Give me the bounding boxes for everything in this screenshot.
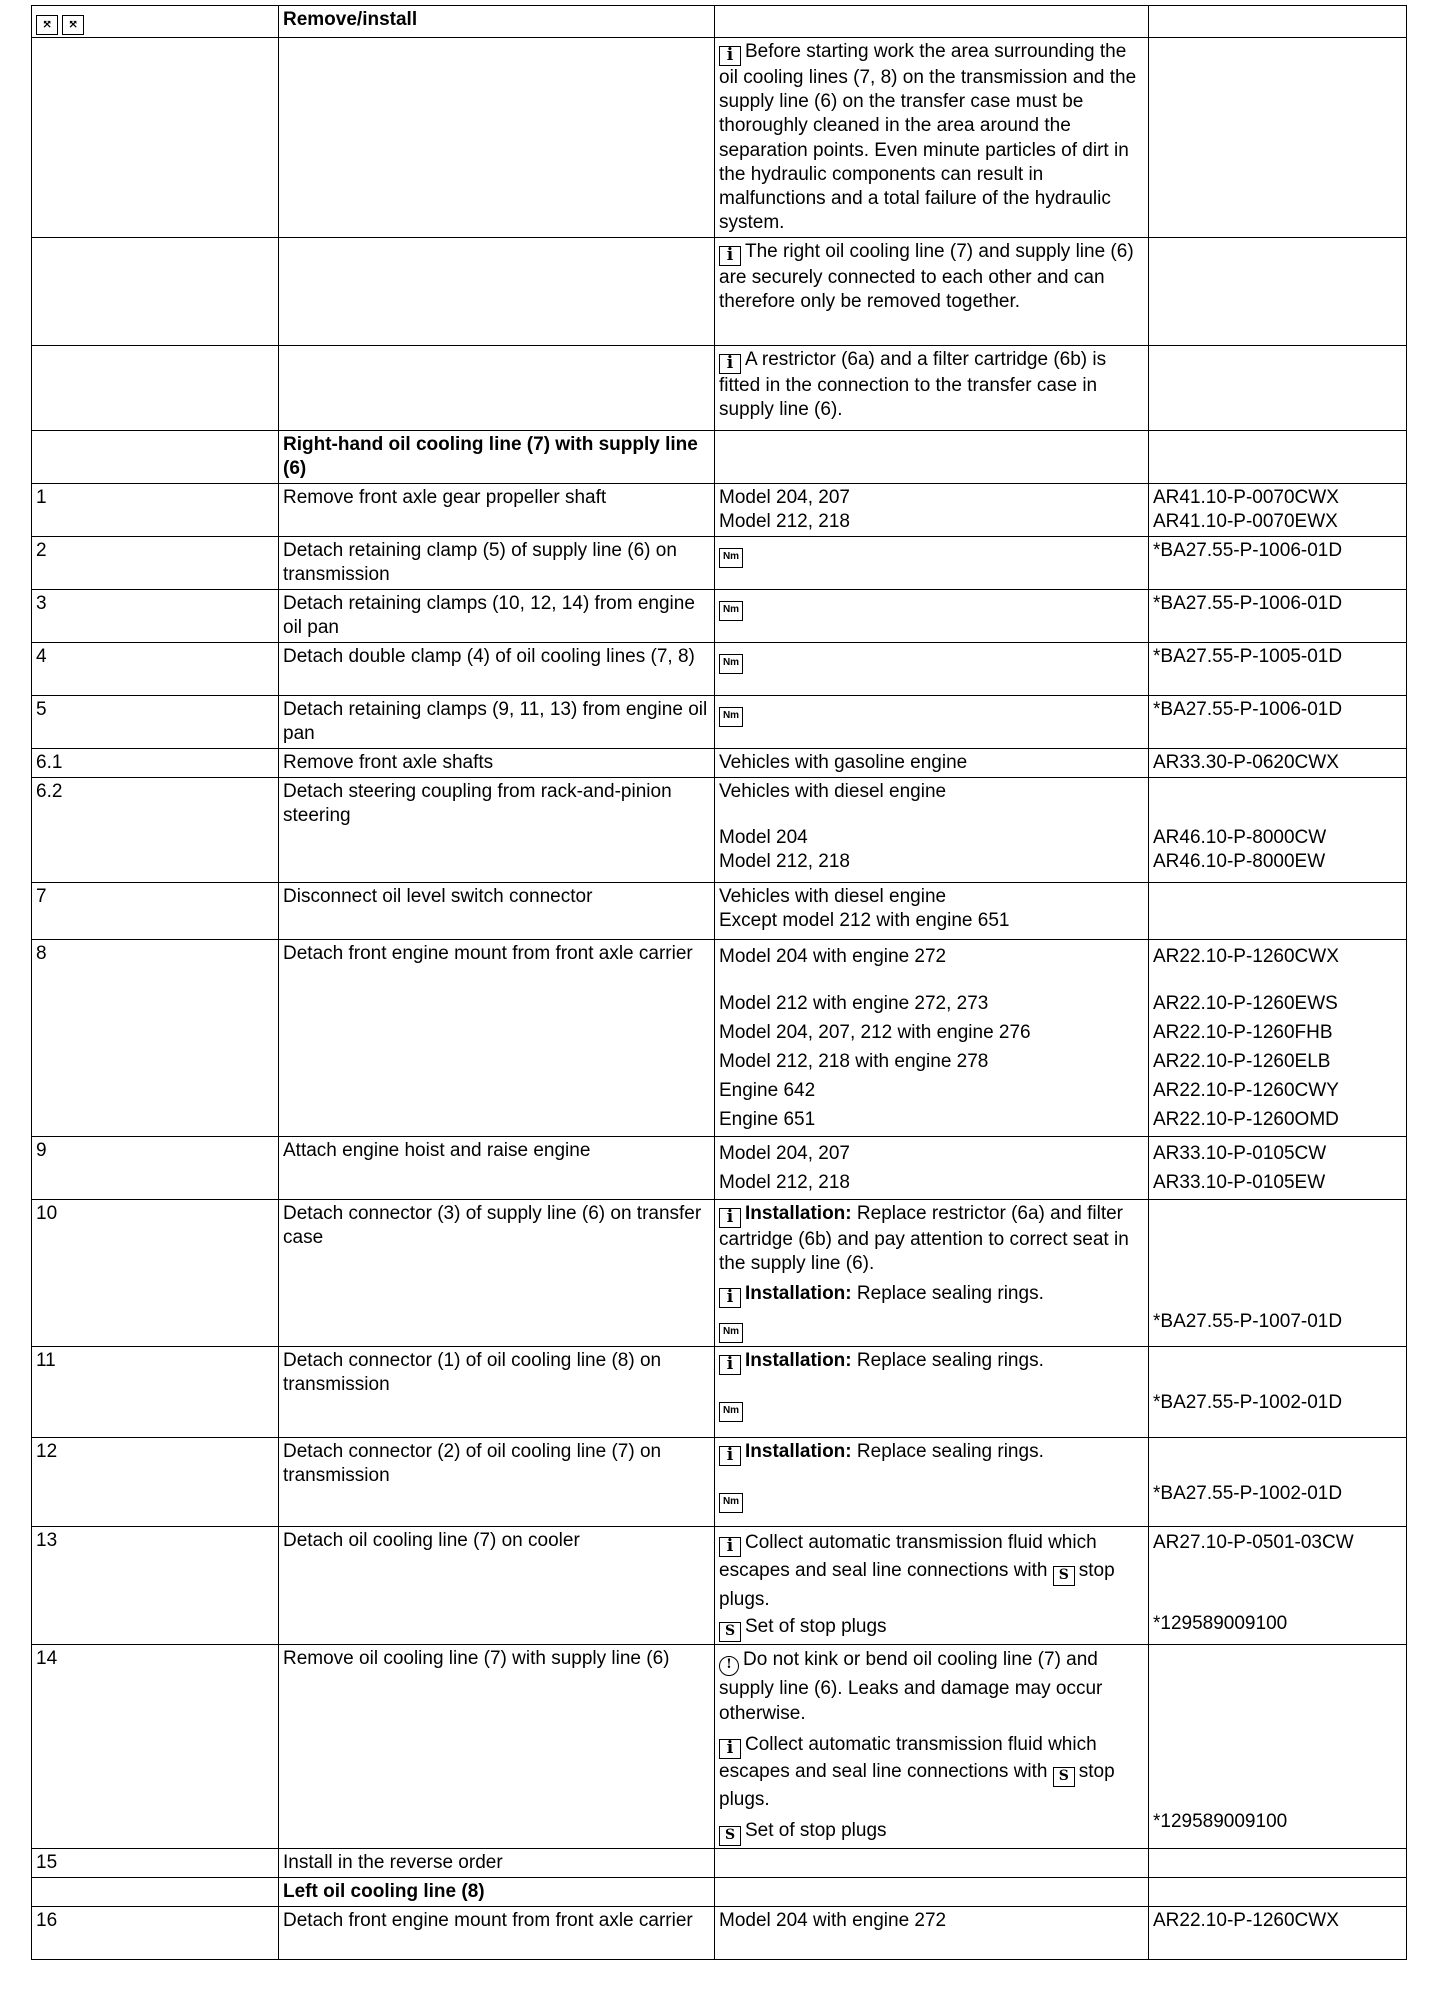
step-text: Detach front engine mount from front axle carrier bbox=[279, 1907, 715, 1960]
tool-name: Set of stop plugs bbox=[745, 1616, 887, 1638]
condition-text: Model 204, 207, 212 with engine 276 bbox=[719, 1022, 1031, 1044]
info-icon: i bbox=[719, 1208, 741, 1228]
note-text: Replace sealing rings. bbox=[856, 1441, 1044, 1463]
step-number: 6.2 bbox=[32, 778, 279, 883]
doc-reference-link[interactable]: AR33.10-P-0105EW bbox=[1153, 1172, 1326, 1194]
doc-reference-link[interactable]: AR46.10-P-8000EW bbox=[1153, 851, 1326, 873]
note-row bbox=[32, 346, 1407, 431]
warning-icon: ! bbox=[719, 1656, 739, 1676]
torque-icon[interactable]: Nm bbox=[719, 707, 743, 727]
step-number: 16 bbox=[32, 1907, 279, 1960]
special-tool-icon[interactable]: S bbox=[719, 1826, 741, 1846]
table-row bbox=[32, 883, 1407, 940]
condition-text: Model 212, 218 bbox=[719, 1172, 850, 1194]
section-heading: Right-hand oil cooling line (7) with supply line (6) bbox=[279, 431, 715, 484]
doc-reference-link[interactable]: AR22.10-P-1260CWX bbox=[1149, 1907, 1407, 1960]
step-text: Remove front axle shafts bbox=[279, 749, 715, 778]
step-number: 13 bbox=[32, 1527, 279, 1645]
note-row bbox=[32, 38, 1407, 238]
tool-number-link[interactable]: *129589009100 bbox=[1153, 1613, 1288, 1635]
condition-text: Model 204 bbox=[719, 827, 808, 849]
condition-text: Model 212, 218 bbox=[719, 851, 850, 873]
section-row bbox=[32, 431, 1407, 484]
note-text: stop plugs. bbox=[719, 1560, 1115, 1611]
step-text: Detach connector (2) of oil cooling line (7) on transmission bbox=[279, 1438, 715, 1527]
torque-icon[interactable]: Nm bbox=[719, 1402, 743, 1422]
header-row bbox=[32, 6, 1407, 38]
step-text: Detach double clamp (4) of oil cooling lines (7, 8) bbox=[279, 643, 715, 696]
table-row bbox=[32, 1137, 1407, 1200]
step-number: 5 bbox=[32, 696, 279, 749]
torque-icon[interactable]: Nm bbox=[719, 548, 743, 568]
info-icon: i bbox=[719, 1739, 741, 1759]
doc-reference-link[interactable]: AR22.10-P-1260CWY bbox=[1153, 1080, 1339, 1102]
condition-text: Model 212, 218 bbox=[719, 511, 850, 533]
step-text: Remove front axle gear propeller shaft bbox=[279, 484, 715, 537]
condition-text: Model 212, 218 with engine 278 bbox=[719, 1051, 989, 1073]
table-row bbox=[32, 1907, 1407, 1960]
condition-text: Model 204, 207 bbox=[719, 1143, 850, 1165]
condition-text: Model 212 with engine 272, 273 bbox=[719, 993, 989, 1015]
doc-reference-link[interactable]: *BA27.55-P-1006-01D bbox=[1149, 537, 1407, 590]
installation-label: Installation: bbox=[745, 1441, 852, 1463]
note-text: Collect automatic transmission fluid which escapes and seal line connections with bbox=[719, 1532, 1097, 1582]
condition-text: Model 204 with engine 272 bbox=[715, 1907, 1149, 1960]
doc-reference-link[interactable]: *BA27.55-P-1006-01D bbox=[1149, 590, 1407, 643]
table-row bbox=[32, 696, 1407, 749]
note-text: Collect automatic transmission fluid which escapes and seal line connections with bbox=[719, 1734, 1097, 1783]
condition-text: Vehicles with diesel engine bbox=[719, 886, 947, 908]
info-icon: i bbox=[719, 246, 741, 266]
step-number: 6.1 bbox=[32, 749, 279, 778]
torque-icon[interactable]: Nm bbox=[719, 601, 743, 621]
warning-text: Do not kink or bend oil cooling line (7) and supply line (6). Leaks and damage may occur otherwise. bbox=[719, 1649, 1103, 1725]
step-number: 1 bbox=[32, 484, 279, 537]
step-text: Detach retaining clamp (5) of supply line (6) on transmission bbox=[279, 537, 715, 590]
doc-reference-link[interactable]: AR22.10-P-1260CWX bbox=[1153, 946, 1339, 968]
step-number: 4 bbox=[32, 643, 279, 696]
procedure-table bbox=[31, 5, 1407, 1960]
note-text: A restrictor (6a) and a filter cartridge (6b) is fitted in the connection to the transfer case in supply line (6). bbox=[719, 349, 1107, 421]
step-text: Detach connector (1) of oil cooling line (8) on transmission bbox=[279, 1347, 715, 1438]
doc-reference-link[interactable]: *BA27.55-P-1002-01D bbox=[1153, 1483, 1343, 1505]
doc-reference-link[interactable]: AR22.10-P-1260FHB bbox=[1153, 1022, 1333, 1044]
step-text: Detach front engine mount from front axle carrier bbox=[279, 940, 715, 1137]
step-number: 10 bbox=[32, 1200, 279, 1347]
tool-number-link[interactable]: *129589009100 bbox=[1153, 1811, 1288, 1833]
doc-reference-link[interactable]: AR46.10-P-8000CW bbox=[1153, 827, 1327, 849]
torque-icon[interactable]: Nm bbox=[719, 1493, 743, 1513]
tool-name: Set of stop plugs bbox=[745, 1820, 887, 1842]
condition-text: Model 204 with engine 272 bbox=[719, 946, 947, 968]
note-text: Replace sealing rings. bbox=[856, 1350, 1044, 1372]
torque-icon[interactable]: Nm bbox=[719, 654, 743, 674]
info-icon: i bbox=[719, 1446, 741, 1466]
table-row bbox=[32, 484, 1407, 537]
doc-reference-link[interactable]: AR22.10-P-1260OMD bbox=[1153, 1109, 1339, 1131]
info-icon: i bbox=[719, 1355, 741, 1375]
step-number: 8 bbox=[32, 940, 279, 1137]
installation-label: Installation: bbox=[745, 1283, 852, 1305]
step-text: Remove oil cooling line (7) with supply line (6) bbox=[279, 1645, 715, 1849]
doc-reference-link[interactable]: AR33.10-P-0105CW bbox=[1153, 1143, 1327, 1165]
condition-text: Vehicles with diesel engine bbox=[719, 781, 947, 803]
info-icon: i bbox=[719, 1537, 741, 1557]
table-row bbox=[32, 1200, 1407, 1347]
special-tool-icon[interactable]: S bbox=[1053, 1566, 1075, 1586]
step-text: Detach oil cooling line (7) on cooler bbox=[279, 1527, 715, 1645]
step-number: 11 bbox=[32, 1347, 279, 1438]
note-text: The right oil cooling line (7) and supply line (6) are securely connected to each other and can therefore only be removed together. bbox=[719, 241, 1134, 313]
table-row bbox=[32, 778, 1407, 883]
step-number: 14 bbox=[32, 1645, 279, 1849]
condition-text: Vehicles with gasoline engine bbox=[715, 749, 1149, 778]
doc-reference-link[interactable]: AR27.10-P-0501-03CW bbox=[1153, 1532, 1354, 1554]
note-text: Replace sealing rings. bbox=[856, 1283, 1044, 1305]
note-text: Before starting work the area surrounding the oil cooling lines (7, 8) on the transmission and the supply line (6) on the transfer case must be thoroughly cleaned in the area around the separation points. Even minute particles of dirt in the hydraulic components can result in malfunctions and a total failure of the hydraulic system. bbox=[719, 41, 1137, 234]
table-row bbox=[32, 749, 1407, 778]
table-row bbox=[32, 940, 1407, 1137]
condition-text: Model 204, 207 bbox=[719, 487, 850, 509]
condition-text: Except model 212 with engine 651 bbox=[719, 910, 1010, 932]
table-row bbox=[32, 590, 1407, 643]
doc-reference-link[interactable]: *BA27.55-P-1007-01D bbox=[1153, 1311, 1343, 1333]
step-number: 9 bbox=[32, 1137, 279, 1200]
step-text: Detach retaining clamps (10, 12, 14) from engine oil pan bbox=[279, 590, 715, 643]
header-title: Remove/install bbox=[279, 6, 715, 38]
step-number: 7 bbox=[32, 883, 279, 940]
installation-label: Installation: bbox=[745, 1203, 852, 1225]
step-number: 3 bbox=[32, 590, 279, 643]
info-icon: i bbox=[719, 1288, 741, 1308]
note-text: stop plugs. bbox=[719, 1761, 1115, 1811]
table-row bbox=[32, 1849, 1407, 1878]
special-tool-icon[interactable]: S bbox=[719, 1622, 741, 1642]
info-icon: i bbox=[719, 354, 741, 374]
step-text: Install in the reverse order bbox=[279, 1849, 715, 1878]
expand-icon[interactable]: ⤧ bbox=[36, 15, 58, 35]
doc-reference-link[interactable]: AR41.10-P-0070EWX bbox=[1153, 511, 1338, 533]
step-text: Detach retaining clamps (9, 11, 13) from engine oil pan bbox=[279, 696, 715, 749]
installation-label: Installation: bbox=[745, 1350, 852, 1372]
condition-text: Engine 642 bbox=[719, 1080, 816, 1102]
special-tool-icon[interactable]: S bbox=[1053, 1767, 1075, 1787]
doc-reference-link[interactable]: AR41.10-P-0070CWX bbox=[1153, 487, 1339, 509]
step-text: Attach engine hoist and raise engine bbox=[279, 1137, 715, 1200]
collapse-icon[interactable]: ⤧ bbox=[62, 15, 84, 35]
note-row bbox=[32, 238, 1407, 346]
doc-reference-link[interactable]: *BA27.55-P-1005-01D bbox=[1149, 643, 1407, 696]
table-row bbox=[32, 1438, 1407, 1527]
torque-icon[interactable]: Nm bbox=[719, 1323, 743, 1343]
doc-reference-link[interactable]: AR33.30-P-0620CWX bbox=[1149, 749, 1407, 778]
step-text: Detach steering coupling from rack-and-pinion steering bbox=[279, 778, 715, 883]
table-row bbox=[32, 1527, 1407, 1645]
section-row bbox=[32, 1878, 1407, 1907]
table-row bbox=[32, 1347, 1407, 1438]
step-number: 15 bbox=[32, 1849, 279, 1878]
doc-reference-link[interactable]: AR22.10-P-1260ELB bbox=[1153, 1051, 1331, 1073]
table-row bbox=[32, 1645, 1407, 1849]
step-number: 12 bbox=[32, 1438, 279, 1527]
note-text: Replace restrictor (6a) and filter cartridge (6b) and pay attention to correct seat in the supply line (6). bbox=[719, 1203, 1129, 1275]
step-text: Disconnect oil level switch connector bbox=[279, 883, 715, 940]
step-number: 2 bbox=[32, 537, 279, 590]
table-row bbox=[32, 643, 1407, 696]
condition-text: Engine 651 bbox=[719, 1109, 816, 1131]
table-row bbox=[32, 537, 1407, 590]
doc-reference-link[interactable]: AR22.10-P-1260EWS bbox=[1153, 993, 1338, 1015]
doc-reference-link[interactable]: *BA27.55-P-1002-01D bbox=[1153, 1392, 1343, 1414]
section-heading: Left oil cooling line (8) bbox=[279, 1878, 715, 1907]
info-icon: i bbox=[719, 46, 741, 66]
doc-reference-link[interactable]: *BA27.55-P-1006-01D bbox=[1149, 696, 1407, 749]
step-text: Detach connector (3) of supply line (6) on transfer case bbox=[279, 1200, 715, 1347]
